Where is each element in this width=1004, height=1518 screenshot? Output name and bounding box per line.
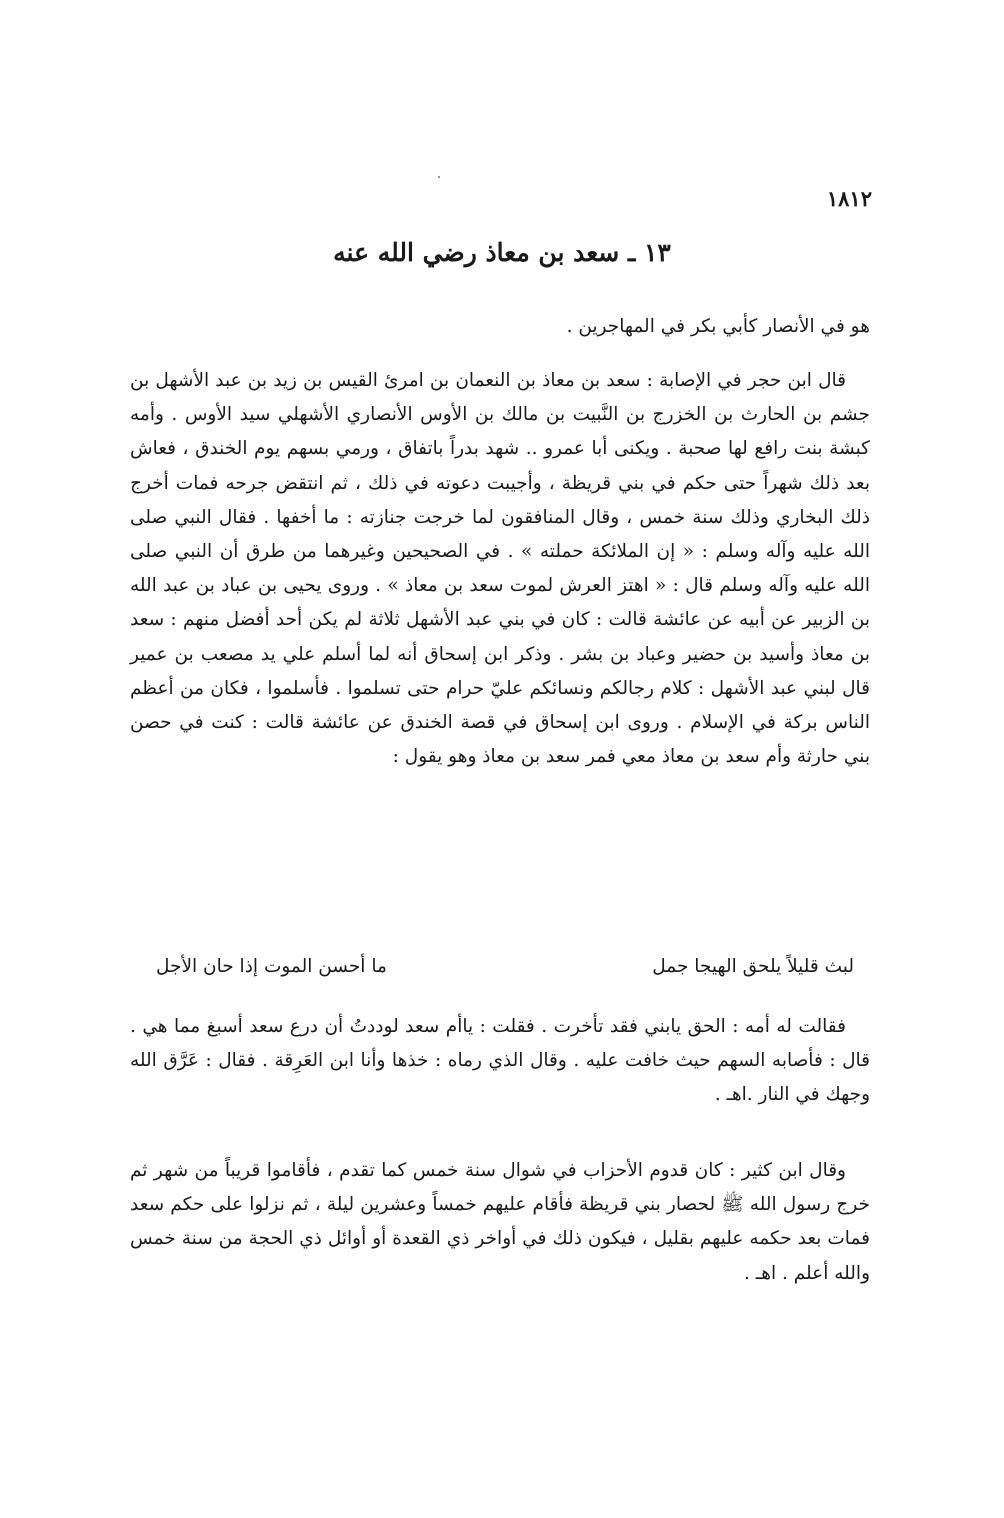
page-number: ١٨١٢ bbox=[826, 186, 872, 211]
section-title: ١٣ ـ سعد بن معاذ رضي الله عنه bbox=[333, 238, 671, 267]
paragraph-ibn-kathir bbox=[130, 1154, 870, 1291]
paragraph-mother-dialogue bbox=[130, 1010, 870, 1113]
verse-first-hemistich: لبث قليلاً يلحق الهيجا جمل bbox=[652, 956, 854, 977]
poetry-verse bbox=[156, 950, 854, 984]
scan-dot bbox=[438, 176, 440, 178]
paragraph-1-text: قال ابن حجر في الإصابة : سعد بن معاذ بن النعمان بن امرئ القيس بن زيد بن عبد الأشهل بن جشم بن الحارث بن الخزرج بن النَّبيت بن مالك بن الأوس الأنصاري الأشهلي سيد الأوس . وأمه كبشة بنت رافع لها صحبة . ويكنى أبا عمرو .. شهد بدراً باتفاق ، ورمي بسهم يوم الخندق ، فعاش بعد ذلك شهراً حتى حكم في بني قريظة ، وأجيبت دعوته في ذلك ، ثم انتقض جرحه فمات أخرج ذلك البخاري وذلك سنة خمس ، وقال المنافقون لما خرجت جنازته : ما أخفها . فقال النبي صلى الله عليه وآله وسلم : « إن الملائكة حملته » . في الصحيحين وغيرهما من طرق أن النبي صلى الله عليه وآله وسلم قال : « اهتز العرش لموت سعد بن معاذ » . وروى يحيى بن عباد بن عبد الله بن الزبير عن أبيه عن عائشة قالت : كان في بني عبد الأشهل ثلاثة لم يكن أحد أفضل منهم : سعد بن معاذ وأسيد بن حضير وعباد بن بشر . وذكر ابن إسحاق أنه لما أسلم علي يد مصعب بن عمير قال لبني عبد الأشهل : كلام رجالكم ونسائكم عليّ حرام حتى تسلموا . فأسلموا ، فكان من أعظم الناس بركة في الإسلام . وروى ابن إسحاق في قصة الخندق عن عائشة قالت : كنت في حصن بني حارثة وأم سعد بن معاذ معي فمر سعد بن معاذ وهو يقول : bbox=[130, 370, 870, 768]
paragraph-ibn-hajar bbox=[130, 364, 870, 774]
intro-line: هو في الأنصار كأبي بكر في المهاجرين . bbox=[566, 316, 870, 337]
paragraph-2-text: فقالت له أمه : الحق يابني فقد تأخرت . فقلت : ياأم سعد لوددتُ أن درع سعد أسبغ مما هي . قال : فأصابه السهم حيث خافت عليه . وقال الذي رماه : خذها وأنا ابن العَرِقة . فقال : عَرَّق الله وجهك في النار .اهـ . bbox=[130, 1016, 870, 1106]
paragraph-3-text: وقال ابن كثير : كان قدوم الأحزاب في شوال سنة خمس كما تقدم ، فأقاموا قريباً من شهر ثم خرج رسول الله ﷺ لحصار بني قريظة فأقام عليهم خمساً وعشرين ليلة ، ثم نزلوا على حكم سعد فمات بعد حكمه عليهم بقليل ، فيكون ذلك في أواخر ذي القعدة أو أوائل ذي الحجة من سنة خمس والله أعلم . اهـ . bbox=[130, 1160, 870, 1284]
verse-second-hemistich: ما أحسن الموت إذا حان الأجل bbox=[156, 956, 387, 977]
